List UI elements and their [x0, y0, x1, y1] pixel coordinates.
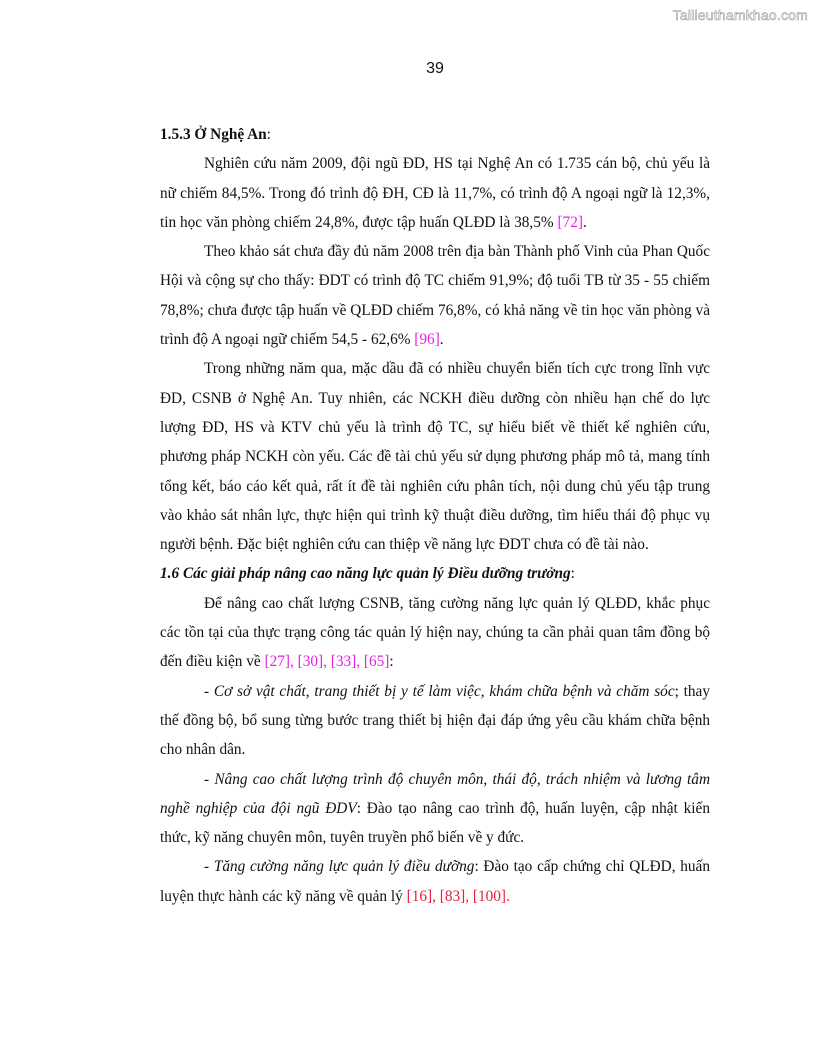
- paragraph: Trong những năm qua, mặc dầu đã có nhiều chuyển biến tích cực trong lĩnh vực ĐD, CSNB ở Nghệ An. Tuy nhiên, các NCKH điều dưỡng còn nhiều hạn chế do lực lượng ĐD, HS và KTV chủ yếu là trình độ TC, sự hiểu biết về thiết kế nghiên cứu, phương pháp NCKH còn yếu. Các đề tài chủ yếu sử dụng phương pháp mô tả, mang tính tổng kết, báo cáo kết quả, rất ít đề tài nghiên cứu phân tích, nội dung chủ yếu tập trung vào khảo sát nhân lực, thực hiện qui trình kỹ thuật điều dưỡng, tìm hiểu thái độ phục vụ người bệnh. Đặc biệt nghiên cứu can thiệp về năng lực ĐDT chưa có đề tài nào.: [160, 360, 710, 554]
- list-item: - Tăng cường năng lực quản lý điều dưỡng: Đào tạo cấp chứng chỉ QLĐD, huấn luyện thực hành các kỹ năng về quản lý [16], [83], [100].: [160, 858, 710, 905]
- paragraph: Theo khảo sát chưa đầy đủ năm 2008 trên địa bàn Thành phố Vinh của Phan Quốc Hội và cộng sự cho thấy: ĐDT có trình độ TC chiếm 91,9%; độ tuổi TB từ 35 - 55 chiếm 78,8%; chưa được tập huấn về QLĐD chiếm 76,8%, có khả năng về tin học văn phòng và trình độ A ngoại ngữ chiếm 54,5 - 62,6% [96].: [160, 243, 710, 349]
- item-heading: - Tăng cường năng lực quản lý điều dưỡng: [204, 858, 475, 876]
- list-item: - Nâng cao chất lượng trình độ chuyên môn, thái độ, trách nhiệm và lương tâm nghề nghiệp của đội ngũ ĐDV: Đào tạo nâng cao trình độ, huấn luyện, cập nhật kiến thức, kỹ năng chuyên môn, tuyên truyền phổ biến về y đức.: [160, 770, 710, 847]
- citation-link[interactable]: [72]: [557, 213, 583, 231]
- watermark: Tailieuthamkhao.com: [672, 7, 808, 23]
- section-title: 1.6 Các giải pháp nâng cao năng lực quản lý Điều dưỡng trưởng: [160, 565, 571, 583]
- citation-link[interactable]: [16], [83], [100]: [406, 887, 506, 905]
- item-heading: - Cơ sở vật chất, trang thiết bị y tế làm việc, khám chữa bệnh và chăm sóc: [204, 682, 675, 700]
- section-title: 1.5.3 Ở Nghệ An: [160, 126, 267, 143]
- list-item: - Cơ sở vật chất, trang thiết bị y tế làm việc, khám chữa bệnh và chăm sóc; thay thế đồng bộ, bổ sung từng bước trang thiết bị hiện đại đáp ứng yêu cầu khám chữa bệnh cho nhân dân.: [160, 682, 710, 759]
- paragraph: Nghiên cứu năm 2009, đội ngũ ĐD, HS tại Nghệ An có 1.735 cán bộ, chủ yếu là nữ chiếm 84,5%. Trong đó trình độ ĐH, CĐ là 11,7%, có trình độ A ngoại ngữ là 12,3%, tin học văn phòng chiếm 24,8%, được tập huấn QLĐD là 38,5% [72].: [160, 155, 710, 231]
- item-heading: - Nâng cao chất lượng trình độ chuyên môn, thái độ, trách nhiệm và lương tâm nghề nghiệp của đội ngũ ĐDV: [160, 770, 710, 817]
- paragraph: Để nâng cao chất lượng CSNB, tăng cường năng lực quản lý QLĐD, khắc phục các tồn tại của thực trạng công tác quản lý hiện nay, chúng ta cần phải quan tâm đồng bộ đến điều kiện về [27], [30], [33], [65]:: [160, 594, 710, 671]
- section-heading-1-6: 1.6 Các giải pháp nâng cao năng lực quản lý Điều dưỡng trưởng:: [160, 565, 575, 583]
- page-number: 39: [426, 60, 444, 77]
- document-body: [160, 120, 710, 911]
- section-heading-1-5-3: 1.5.3 Ở Nghệ An:: [160, 126, 271, 143]
- citation-link[interactable]: [96]: [414, 331, 440, 349]
- citation-link[interactable]: [27], [30], [33], [65]: [264, 653, 390, 671]
